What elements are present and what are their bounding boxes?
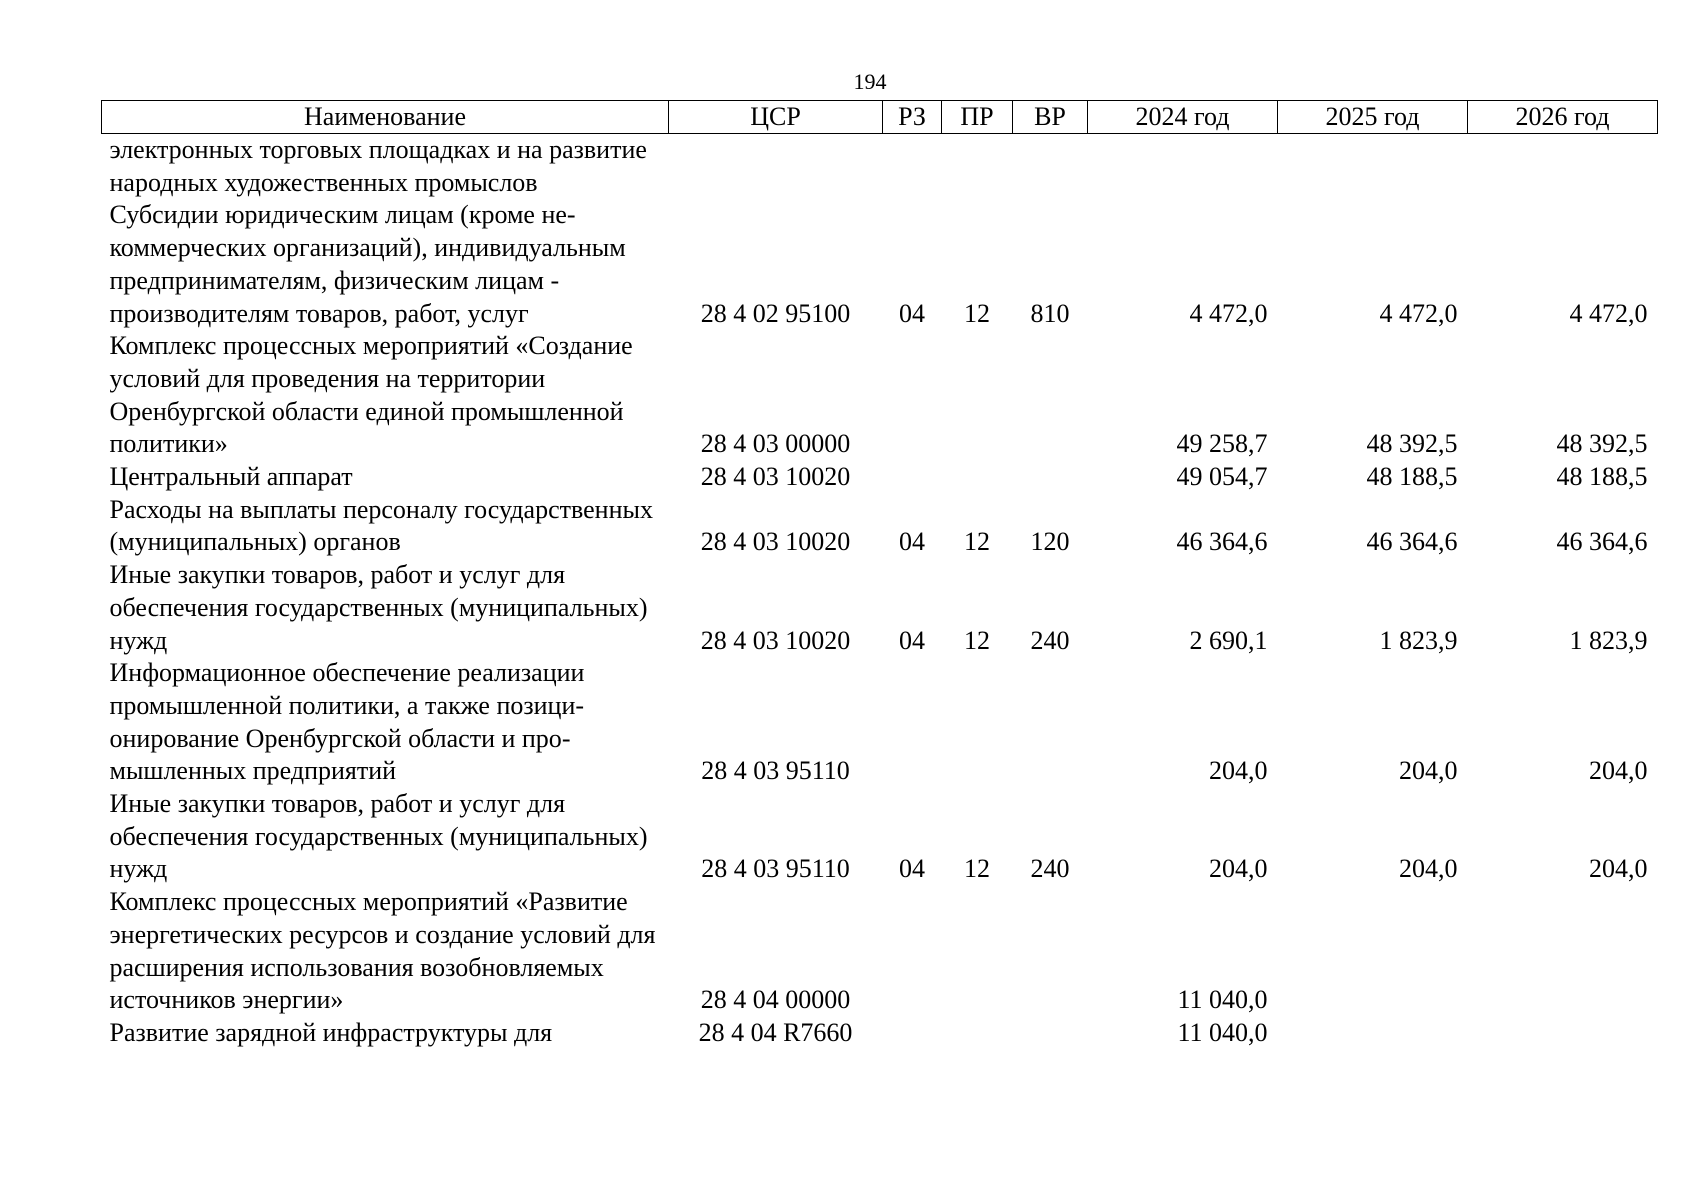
- table-row: [102, 788, 1658, 886]
- header-rz: РЗ: [883, 101, 942, 134]
- cell-pr: 12: [964, 625, 990, 655]
- cell-2025: 48 188,5: [1366, 462, 1458, 492]
- cell-pr: 12: [964, 298, 990, 328]
- table-header: [102, 101, 1658, 134]
- cell-2025: 4 472,0: [1379, 298, 1458, 328]
- header-vr: ВР: [1013, 101, 1088, 134]
- cell-name: электронных торговых площадках и на развитие народных художественных промыслов: [109, 135, 647, 197]
- page-number: 194: [853, 69, 887, 94]
- cell-pr: [942, 461, 1013, 494]
- cell-name: Иные закупки товаров, работ и услуг для обеспечения государственных (муниципальных) нужд: [109, 789, 648, 884]
- cell-2024: 49 258,7: [1176, 429, 1268, 459]
- header-2024: 2024 год: [1088, 101, 1278, 134]
- cell-2025: 46 364,6: [1366, 527, 1458, 557]
- budget-table: [101, 100, 1658, 1050]
- table-row: [102, 199, 1658, 330]
- cell-rz: [883, 657, 942, 788]
- cell-2024: 204,0: [1209, 756, 1268, 786]
- cell-2026: [1468, 134, 1658, 200]
- table-row: [102, 494, 1658, 559]
- cell-2024: 49 054,7: [1176, 462, 1268, 492]
- cell-vr: 810: [1030, 298, 1070, 328]
- table-body: [102, 134, 1658, 1050]
- cell-vr: 240: [1030, 625, 1070, 655]
- table-row: [102, 461, 1658, 494]
- cell-csr: 28 4 03 95110: [701, 756, 850, 786]
- cell-csr: 28 4 03 10020: [700, 462, 851, 492]
- table-row: [102, 134, 1658, 200]
- cell-2026: 1 823,9: [1569, 625, 1648, 655]
- cell-2024: 4 472,0: [1189, 298, 1268, 328]
- cell-2025: [1278, 886, 1468, 1017]
- cell-2026: [1468, 886, 1658, 1017]
- header-csr: ЦСР: [669, 101, 883, 134]
- cell-2025: 48 392,5: [1366, 429, 1458, 459]
- header-pr: ПР: [942, 101, 1013, 134]
- cell-2026: 48 392,5: [1556, 429, 1648, 459]
- cell-vr: [1013, 1017, 1088, 1050]
- cell-rz: 04: [899, 625, 925, 655]
- cell-2024: 11 040,0: [1177, 985, 1268, 1015]
- cell-rz: [883, 886, 942, 1017]
- cell-vr: 120: [1030, 527, 1070, 557]
- cell-name: Комплекс процессных мероприятий «Развитие энергетических ресурсов и создание условий для расширения использования возобновляемых источников энергии»: [109, 887, 656, 1015]
- table-row: [102, 1017, 1658, 1050]
- cell-csr: 28 4 04 00000: [700, 985, 851, 1015]
- cell-2024: 204,0: [1209, 854, 1268, 884]
- cell-vr: [1013, 886, 1088, 1017]
- cell-rz: [883, 1017, 942, 1050]
- cell-2024: 2 690,1: [1189, 625, 1268, 655]
- cell-name: Субсидии юридическим лицам (кроме некоммерческих организаций), индивидуальным предпринимателям, физическим лицам - производителям товаров, работ, услуг: [109, 200, 626, 328]
- cell-2026: [1468, 1017, 1658, 1050]
- cell-name: Расходы на выплаты персоналу государственных (муниципальных) органов: [109, 494, 653, 557]
- cell-pr: 12: [964, 527, 990, 557]
- cell-vr: [1013, 461, 1088, 494]
- cell-2024: [1088, 134, 1278, 200]
- cell-pr: [942, 886, 1013, 1017]
- cell-2024: 11 040,0: [1177, 1017, 1268, 1047]
- cell-vr: [1013, 330, 1088, 461]
- cell-name: Развитие зарядной инфраструктуры для: [109, 1017, 553, 1047]
- cell-csr: 28 4 02 95100: [700, 298, 851, 328]
- cell-vr: 240: [1030, 854, 1070, 884]
- cell-2026: 46 364,6: [1556, 527, 1648, 557]
- cell-name: Информационное обеспечение реализации промышленной политики, а также позиционирование Оренбургской области и промышленных предприятий: [109, 658, 585, 786]
- header-2026: 2026 год: [1468, 101, 1658, 134]
- cell-name: Иные закупки товаров, работ и услуг для обеспечения государственных (муниципальных) нужд: [109, 560, 648, 655]
- cell-vr: [1013, 657, 1088, 788]
- cell-csr: 28 4 04 R7660: [698, 1017, 853, 1047]
- cell-rz: [883, 134, 942, 200]
- cell-2026: 48 188,5: [1556, 462, 1648, 492]
- cell-2025: 204,0: [1399, 756, 1458, 786]
- table-row: [102, 559, 1658, 657]
- cell-name: Комплекс процессных мероприятий «Создание условий для проведения на территории Оренбургской области единой промышленной политики»: [109, 331, 633, 459]
- cell-2024: 46 364,6: [1176, 527, 1268, 557]
- cell-2025: [1278, 134, 1468, 200]
- cell-pr: [942, 134, 1013, 200]
- cell-vr: [1013, 134, 1088, 200]
- cell-csr: 28 4 03 10020: [700, 625, 851, 655]
- header-row: [102, 101, 1658, 134]
- cell-csr: 28 4 03 95110: [701, 854, 850, 884]
- cell-rz: 04: [899, 298, 925, 328]
- cell-pr: 12: [964, 854, 990, 884]
- cell-rz: [883, 461, 942, 494]
- cell-rz: 04: [899, 527, 925, 557]
- cell-2026: 204,0: [1589, 756, 1648, 786]
- header-2025: 2025 год: [1278, 101, 1468, 134]
- cell-2026: 204,0: [1589, 854, 1648, 884]
- cell-csr: 28 4 03 10020: [700, 527, 851, 557]
- table-row: [102, 330, 1658, 461]
- cell-rz: 04: [899, 854, 925, 884]
- cell-csr: [669, 134, 883, 200]
- table-row: [102, 657, 1658, 788]
- cell-2025: 1 823,9: [1379, 625, 1458, 655]
- cell-pr: [942, 657, 1013, 788]
- cell-rz: [883, 330, 942, 461]
- table-row: [102, 886, 1658, 1017]
- cell-name: Центральный аппарат: [109, 462, 353, 492]
- cell-2025: [1278, 1017, 1468, 1050]
- header-name: Наименование: [102, 101, 669, 134]
- cell-csr: 28 4 03 00000: [700, 429, 851, 459]
- cell-2026: 4 472,0: [1569, 298, 1648, 328]
- cell-pr: [942, 330, 1013, 461]
- cell-pr: [942, 1017, 1013, 1050]
- cell-2025: 204,0: [1399, 854, 1458, 884]
